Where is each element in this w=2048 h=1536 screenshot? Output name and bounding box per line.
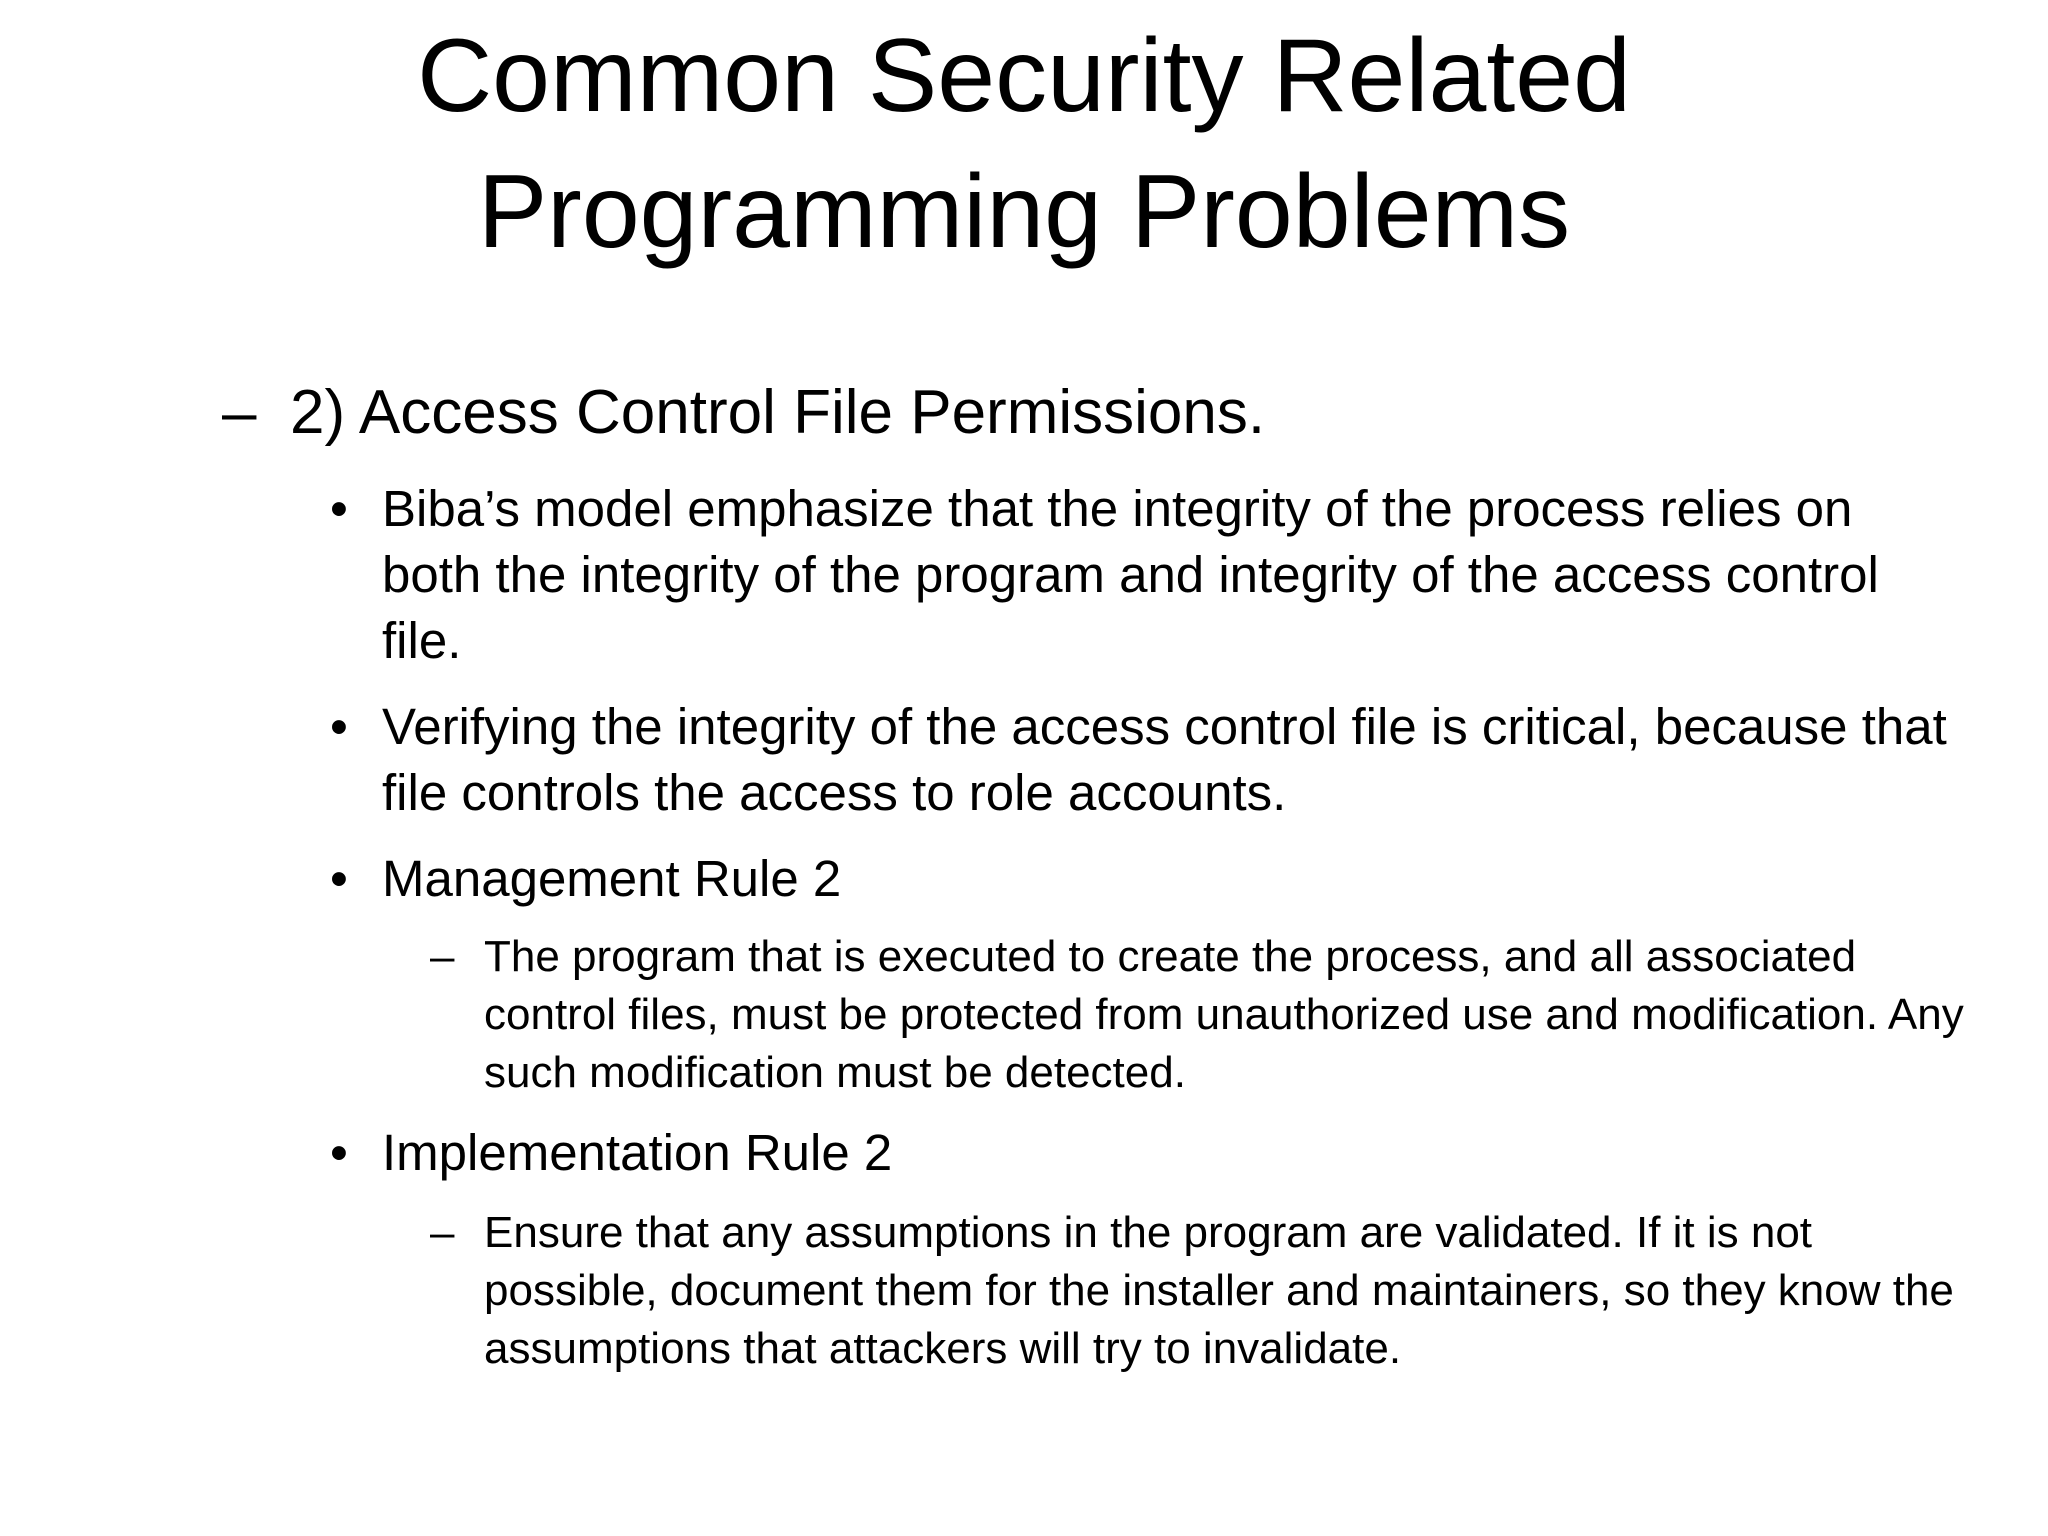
slide-title-line-1: Common Security Related — [417, 18, 1631, 134]
bullet-text: Implementation Rule 2 — [382, 1124, 893, 1181]
bullet-text: Management Rule 2 — [382, 850, 842, 907]
bullet-marker: • — [330, 480, 348, 537]
bullet-text: Biba’s model emphasize that the integrity of the process relies on both the integrity of the program and integrity of the access control file. — [382, 480, 1879, 669]
sub-item-dash: – — [430, 1208, 455, 1257]
slide-title-line-2: Programming Problems — [477, 154, 1571, 270]
bullet-text: Verifying the integrity of the access control file is critical, because that file controls the access to role accounts. — [382, 698, 1947, 821]
bullet-item-verifying — [330, 694, 1980, 826]
sub-item-implementation-rule — [430, 1204, 2000, 1378]
section-dash: – — [222, 378, 257, 447]
bullet-item-implementation-rule — [330, 1120, 1980, 1186]
bullet-marker: • — [330, 698, 348, 755]
sub-item-text: The program that is executed to create the process, and all associated control files, must be protected from unauthorized use and modification. Any such modification must be detected. — [484, 932, 1964, 1097]
bullet-item-management-rule — [330, 846, 1980, 912]
bullet-item-biba — [330, 476, 1980, 674]
bullet-marker: • — [330, 1124, 348, 1181]
sub-item-dash: – — [430, 932, 455, 981]
sub-item-text: Ensure that any assumptions in the program are validated. If it is not possible, document them for the installer and maintainers, so they know the assumptions that attackers will try to invalidate. — [484, 1208, 1954, 1373]
bullet-marker: • — [330, 850, 348, 907]
sub-item-management-rule — [430, 928, 2000, 1102]
section-heading-text: 2) Access Control File Permissions. — [290, 378, 1266, 447]
